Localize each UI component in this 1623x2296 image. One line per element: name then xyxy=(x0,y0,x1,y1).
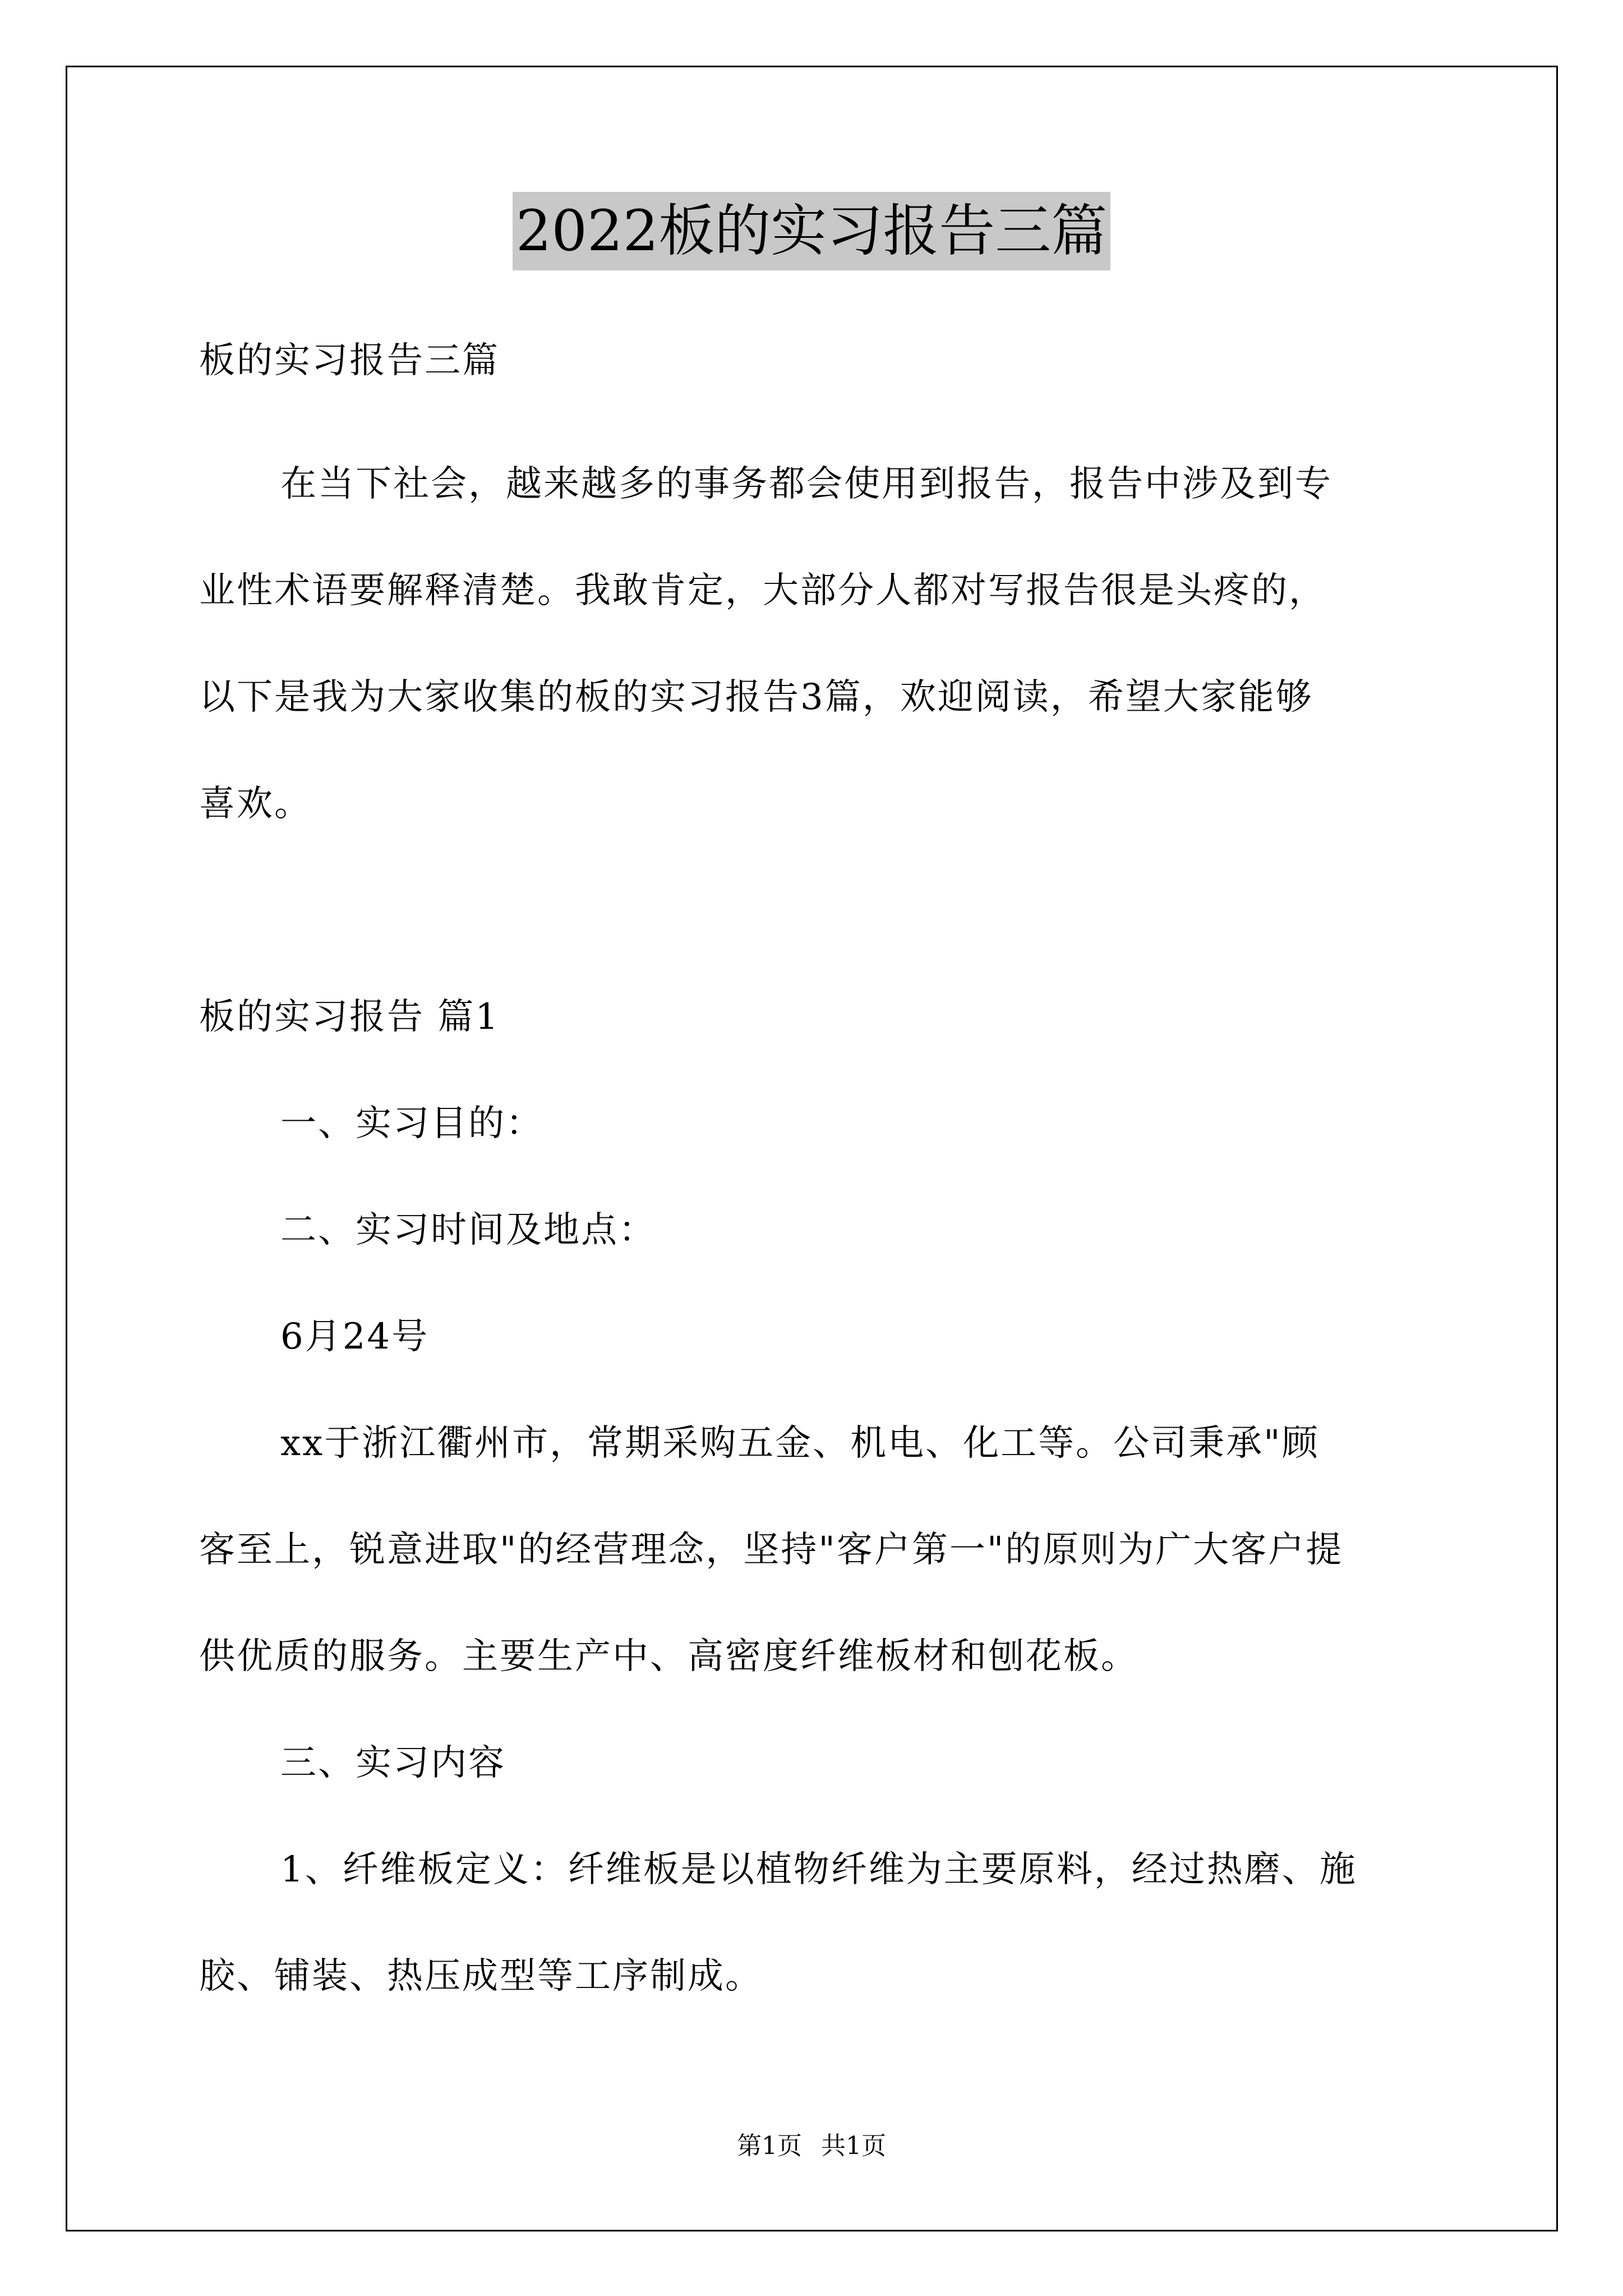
page-total: 共1页 xyxy=(821,2132,886,2160)
paragraph-line: 业性术语要解释清楚。我敢肯定，大部分人都对写报告很是头疼的， xyxy=(199,570,1326,611)
paragraph-line: 喜欢。 xyxy=(199,783,312,825)
paragraph-line: 以下是我为大家收集的板的实习报告3篇，欢迎阅读，希望大家能够 xyxy=(199,677,1313,718)
paragraph-line: 二、实习时间及地点： xyxy=(280,1209,656,1251)
paragraph-line: 一、实习目的： xyxy=(280,1103,543,1144)
page-number: 第1页 xyxy=(737,2132,802,2160)
paragraph-line: 三、实习内容 xyxy=(280,1742,506,1784)
paragraph-line: 胶、铺装、热压成型等工序制成。 xyxy=(199,1955,763,1997)
page-footer xyxy=(0,2129,1623,2163)
document-title: 2022板的实习报告三篇 xyxy=(513,192,1111,270)
paragraph-line: 1、纤维板定义：纤维板是以植物纤维为主要原料，经过热磨、施 xyxy=(280,1849,1357,1890)
document-subtitle: 板的实习报告三篇 xyxy=(199,340,500,381)
paragraph-line: xx于浙江衢州市，常期采购五金、机电、化工等。公司秉承"顾 xyxy=(280,1423,1320,1464)
paragraph-line: 在当下社会，越来越多的事务都会使用到报告，报告中涉及到专 xyxy=(280,463,1332,505)
section-heading: 板的实习报告 篇1 xyxy=(199,996,500,1038)
title-container xyxy=(0,192,1623,270)
paragraph-line: 供优质的服务。主要生产中、高密度纤维板材和刨花板。 xyxy=(199,1636,1138,1677)
paragraph-line: 6月24号 xyxy=(280,1316,430,1358)
paragraph-line: 客至上，锐意进取"的经营理念，坚持"客户第一"的原则为广大客户提 xyxy=(199,1529,1344,1571)
